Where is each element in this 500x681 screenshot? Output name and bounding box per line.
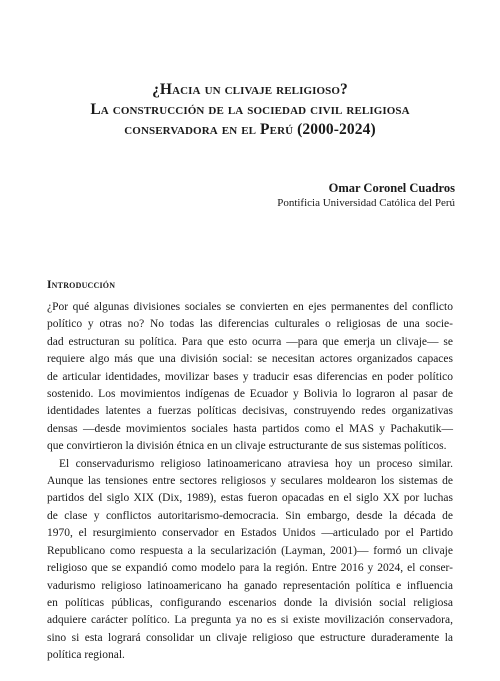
text-line: identidades latentes a fuerzas políticas decisivas, construyendo redes organizativas <box>47 405 453 418</box>
text-line: adquiere carácter político. La pregunta ya no es si existe movilización conservadora, <box>47 614 453 627</box>
text-line: 1970, el resurgimiento conservador en Estados Unidos —articulado por el Partido <box>47 527 453 540</box>
text-line: en políticas públicas, configurando escenarios donde la división social religiosa <box>47 596 453 609</box>
text-line: sino si esta logrará consolidar un clivaje religioso que estructure duraderamente la <box>47 631 453 644</box>
paragraph-1 <box>47 299 453 456</box>
title-line: conservadora en el Perú (2000-2024) <box>124 121 376 138</box>
text-line: requiere algo más que una división social: se necesitan actores organizados capaces <box>47 353 453 366</box>
text-line: religioso que se expandió como modelo para la región. Entre 2016 y 2024, el conser- <box>47 562 453 575</box>
text-line: densas —desde movimientos sociales hasta partidos como el MAS y Pachakutik— <box>47 422 453 435</box>
text-line: El conservadurismo religioso latinoamericano atraviesa hoy un proceso similar. <box>59 457 453 470</box>
body-text <box>47 299 453 665</box>
paragraph-2 <box>47 456 453 665</box>
author-name: Omar Coronel Cuadros <box>328 181 455 195</box>
section-heading: Introducción <box>47 279 116 291</box>
text-line: de clase y conflictos autoritarismo-democracia. Sin embargo, desde la década de <box>47 509 453 522</box>
author-block <box>277 180 455 211</box>
text-line: dad estructuran su política. Para que esto ocurra —para que emerja un clivaje— se <box>47 335 453 348</box>
text-line: de articular identidades, movilizar bases y traducir esas diferencias en poder político <box>47 370 453 383</box>
text-line: que convirtieron la división étnica en un clivaje estructurante de sus sistemas políticos. <box>47 440 447 453</box>
text-line: Aunque las tensiones entre sectores religiosos y seculares moldearon los sistemas de <box>47 475 453 488</box>
article-title <box>40 80 460 140</box>
text-line: Republicano como respuesta a la secularización (Layman, 2001)— formó un clivaje <box>47 544 453 557</box>
text-line: sostenido. Los movimientos indígenas de Ecuador y Bolivia lo lograron al pasar de <box>47 388 453 401</box>
title-line: ¿Hacia un clivaje religioso? <box>152 81 348 98</box>
text-line: vadurismo religioso latinoamericano ha ganado representación política e influencia <box>47 579 453 592</box>
author-affiliation: Pontificia Universidad Católica del Perú <box>277 197 455 209</box>
text-line: político y otras no? No todas las diferencias culturales o religiosas de una socie- <box>47 318 453 331</box>
text-line: partidos del siglo XIX (Dix, 1989), estas fueron opacadas en el siglo XX por luchas <box>47 492 453 505</box>
text-line: política regional. <box>47 649 125 662</box>
title-line: La construcción de la sociedad civil religiosa <box>90 101 410 118</box>
text-line: ¿Por qué algunas divisiones sociales se convierten en ejes permanentes del conflicto <box>47 301 453 313</box>
